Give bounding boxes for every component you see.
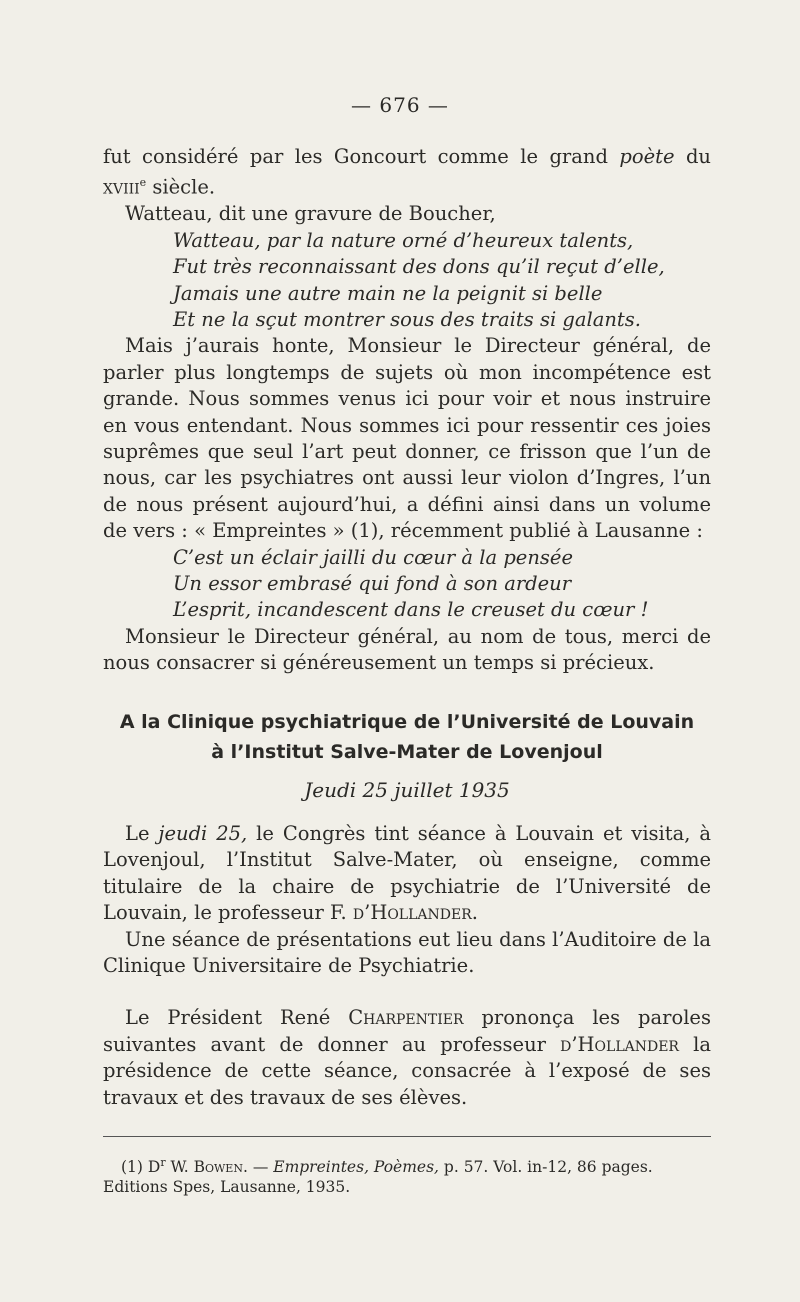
century-numeral: xviii — [103, 175, 140, 199]
text-run: — — [247, 1158, 274, 1177]
text-run: du — [674, 145, 711, 168]
verse-line: Fut très reconnaissant des dons qu’il reçut d’elle, — [173, 255, 665, 279]
text-run: prononça les paroles suivantes avant de donner au professeur — [103, 1006, 711, 1056]
footnote-mark: (1) D — [121, 1158, 161, 1177]
verse-quote-empreintes — [103, 545, 711, 624]
person-name: d’Hollander — [560, 1032, 679, 1056]
verse-line: L’esprit, incandescent dans le creuset du cœur ! — [173, 598, 649, 622]
footnote-line: Editions Spes, Lausanne, 1935. — [103, 1178, 351, 1197]
text-run: siècle. — [146, 175, 216, 199]
verse-line: Un essor embrasé qui fond à son ardeur — [173, 572, 572, 595]
verse-line: Watteau, par la nature orné d’heureux talents, — [173, 228, 634, 252]
paragraph: Watteau, dit une gravure de Boucher, — [125, 202, 496, 226]
footnote — [103, 1153, 711, 1197]
section-date: Jeudi 25 juillet 1935 — [304, 778, 510, 802]
italic-word: poète — [619, 145, 675, 168]
text-run: Le — [125, 822, 159, 845]
footnote-author: W. Bowen. — [165, 1158, 248, 1177]
footnote-line — [103, 1153, 711, 1177]
verse-quote-watteau — [103, 228, 711, 334]
verse-line: C’est un éclair jailli du cœur à la pensée — [173, 545, 573, 569]
text-run: le Congrès tint séance à Louvain et visita, à Lovenjoul, l’Institut Salve-Mater, où enseigne, comme titulaire de la chaire de psychiatrie de l’Université de Louvain, le professeur F. — [103, 822, 712, 925]
text-run: la présidence de cette séance, consacrée à l’exposé de ses travaux et des travaux de ses élèves. — [103, 1032, 712, 1109]
superscript: r — [160, 1156, 166, 1169]
bottom-text-block — [103, 821, 711, 1111]
paragraph — [103, 821, 711, 927]
text-run: . — [471, 901, 478, 925]
paragraph-continuation — [103, 144, 711, 201]
superscript: e — [139, 176, 147, 190]
person-name: d’Hollander — [352, 901, 472, 925]
text-run: p. 57. Vol. in-12, 86 pages. — [438, 1158, 653, 1177]
paragraph — [103, 1005, 711, 1111]
paragraph: Monsieur le Directeur général, au nom de tous, merci de nous consacrer si généreusement un temps si précieux. — [103, 624, 711, 675]
paragraph: Une séance de présentations eut lieu dans l’Auditoire de la Clinique Universitaire de Psychiatrie. — [103, 927, 711, 978]
italic-phrase: jeudi 25, — [158, 822, 248, 845]
paragraph: Mais j’aurais honte, Monsieur le Directeur général, de parler plus longtemps de sujets où mon incompétence est grande. Nous sommes venus ici pour voir et nous instruire en vous entendant. Nous sommes ici pour ressentir ces joies suprêmes que seul l’art peut donner, ce frisson que l’un de nous, car les psychiatres ont aussi leur violon d’Ingres, l’un de nous présent aujourd’hui, a défini ainsi dans un volume de vers : « Empreintes » (1), récemment publié à Lausanne : — [103, 334, 711, 543]
footnote-rule — [103, 1136, 711, 1137]
page-number: — 676 — — [351, 93, 449, 117]
text-run: Le Président René — [125, 1006, 349, 1030]
verse-line: Jamais une autre main ne la peignit si belle — [173, 281, 603, 305]
heading-line: à l’Institut Salve-Mater de Lovenjoul — [211, 741, 603, 763]
text-run: fut considéré par les Goncourt comme le grand — [103, 145, 620, 168]
section-heading — [103, 707, 711, 767]
footnote-title: Empreintes, Poèmes, — [273, 1158, 439, 1177]
verse-line: Et ne la sçut montrer sous des traits si galants. — [173, 307, 641, 331]
person-name: Charpentier — [348, 1006, 464, 1030]
heading-line: A la Clinique psychiatrique de l’Université de Louvain — [119, 711, 695, 733]
top-text-block — [103, 144, 711, 677]
